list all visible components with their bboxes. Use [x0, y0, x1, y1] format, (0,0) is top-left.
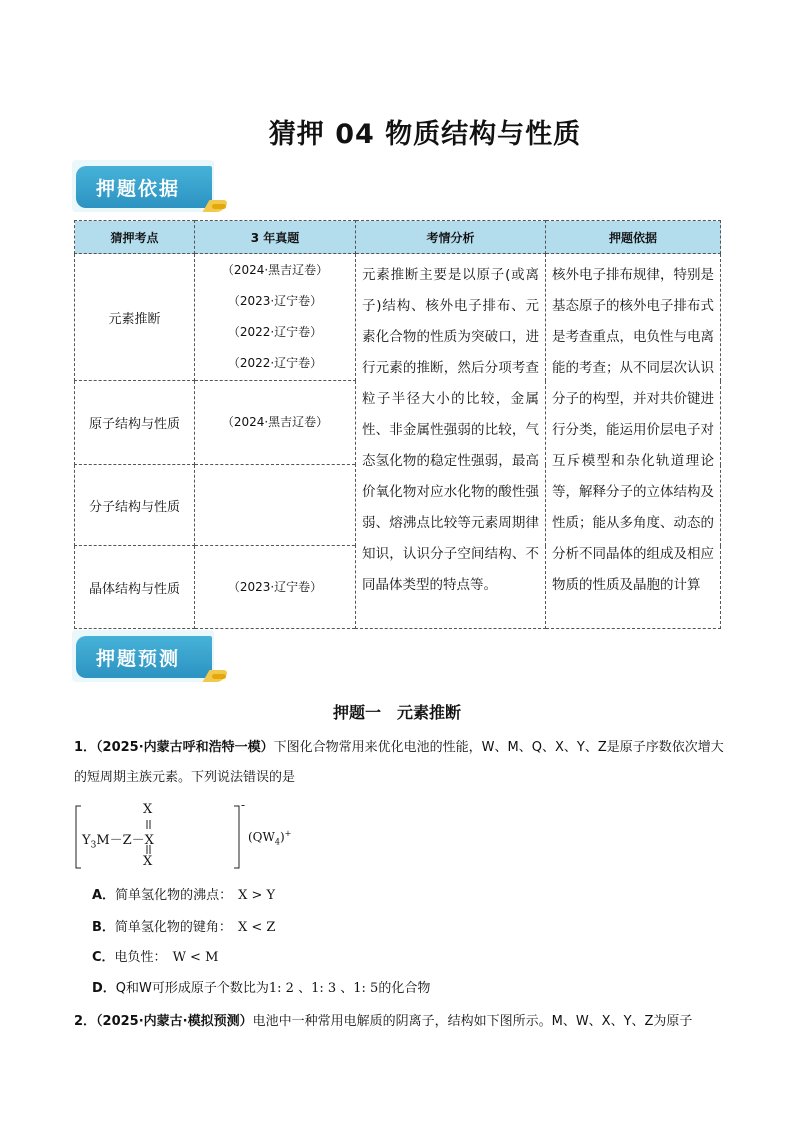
- exam-cell: [195, 465, 356, 546]
- option-c: [92, 946, 218, 965]
- option-text: 简单氢化物的沸点：: [115, 888, 233, 903]
- structure-formula: [74, 798, 294, 872]
- option-tail: 的化合物: [378, 981, 431, 996]
- question-number: 1．: [74, 740, 97, 755]
- basis-table: [74, 220, 721, 629]
- table-header-row: [75, 221, 721, 254]
- question-stem: 下图化合物常用来优化电池的性能，W、M、Q、X、Y、Z是原子序数依次增大的短周期主族元素。下列说法错误的是: [74, 740, 724, 785]
- exam-item: （2022·辽宁卷）: [227, 356, 323, 370]
- exam-item: （2024·黑吉辽卷）: [221, 263, 329, 277]
- question-source: （2025·内蒙古呼和浩特一模）: [96, 740, 274, 755]
- option-label: B．: [92, 920, 115, 935]
- table-row: [75, 254, 721, 381]
- basis-banner-label: 押题依据: [76, 166, 212, 208]
- basis-banner: [72, 158, 230, 216]
- analysis-cell: 元素推断主要是以原子(或离子)结构、核外电子排布、元素化合物的性质为突破口，进行元素的推断，然后分项考查粒子半径大小的比较，金属性、非金属性强弱的比较，气态氢化物的稳定性强弱，最高价氧化物对应水化物的酸性强弱、熔沸点比较等元素周期律知识，认识分子空间结构、不同晶体类型的特点等。: [356, 254, 546, 629]
- topic-cell: 原子结构与性质: [75, 381, 195, 465]
- formula-cation: [248, 829, 291, 846]
- formula-cation-body: (QW: [248, 830, 275, 844]
- formula-bottom-atom: X: [143, 854, 153, 869]
- question-stem: 电池中一种常用电解质的阴离子，结构如下图所示。M、W、X、Y、Z为原子: [252, 1014, 693, 1029]
- page-title: 猜押 04 物质结构与性质: [268, 119, 582, 150]
- option-math: W < M: [172, 950, 219, 965]
- exam-cell: [195, 381, 356, 465]
- formula-cation-sub: 4: [274, 837, 280, 847]
- question-1: [74, 733, 724, 793]
- exam-item: （2023·辽宁卷）: [227, 579, 323, 594]
- option-math: 1: 2 、1: 3 、1: 5: [268, 981, 379, 996]
- option-a: [92, 884, 275, 903]
- topic-cell: 晶体结构与性质: [75, 546, 195, 629]
- option-d: [92, 977, 430, 996]
- question-2: [74, 1007, 724, 1037]
- formula-anion: [82, 829, 154, 851]
- formula-y: Y: [82, 833, 91, 848]
- basis-cell: 核外电子排布规律，特别是基态原子的核外电子排布式是考查重点，电负性与电离能的考查；从不同层次认识分子的构型，并对共价键进行分类，能运用价层电子对互斥模型和杂化轨道理论等，解释分子的立体结构及性质；能从多角度、动态的分析不同晶体的组成及相应物质的性质及晶胞的计算: [546, 254, 721, 629]
- option-label: A．: [92, 888, 116, 903]
- exam-item: （2024·黑吉辽卷）: [221, 415, 329, 429]
- table-header: 猜押考点: [75, 221, 195, 254]
- formula-anion-charge: -: [241, 798, 246, 812]
- option-math: X < Z: [237, 920, 276, 935]
- formula-cation-charge: +: [284, 829, 292, 838]
- topic-cell: 元素推断: [75, 254, 195, 381]
- option-label: D．: [92, 981, 116, 996]
- table-header: 3 年真题: [195, 221, 356, 254]
- forecast-banner: [72, 628, 230, 686]
- table-header: 考情分析: [356, 221, 546, 254]
- formula-top-atom: X: [143, 802, 153, 817]
- exam-cell: [195, 254, 356, 381]
- formula-y-sub: 3: [90, 840, 97, 851]
- exam-item: （2022·辽宁卷）: [227, 325, 323, 339]
- section-heading: 押题一 元素推断: [332, 703, 461, 722]
- exam-item: （2023·辽宁卷）: [227, 294, 323, 308]
- option-text: Q和W可形成原子个数比为: [115, 981, 269, 996]
- option-text: 简单氢化物的键角：: [114, 920, 232, 935]
- table-header: 押题依据: [546, 221, 721, 254]
- formula-chain: M－Z－X: [96, 833, 154, 848]
- question-number: 2．: [74, 1014, 97, 1029]
- forecast-banner-label: 押题预测: [76, 636, 212, 678]
- formula-cation-close: ): [279, 830, 285, 844]
- option-math: X > Y: [238, 888, 276, 903]
- option-text: 电负性：: [114, 950, 167, 965]
- topic-cell: 分子结构与性质: [75, 465, 195, 546]
- question-source: （2025·内蒙古·模拟预测）: [96, 1014, 253, 1029]
- exam-cell: [195, 546, 356, 629]
- option-label: C．: [92, 950, 115, 965]
- option-b: [92, 916, 275, 935]
